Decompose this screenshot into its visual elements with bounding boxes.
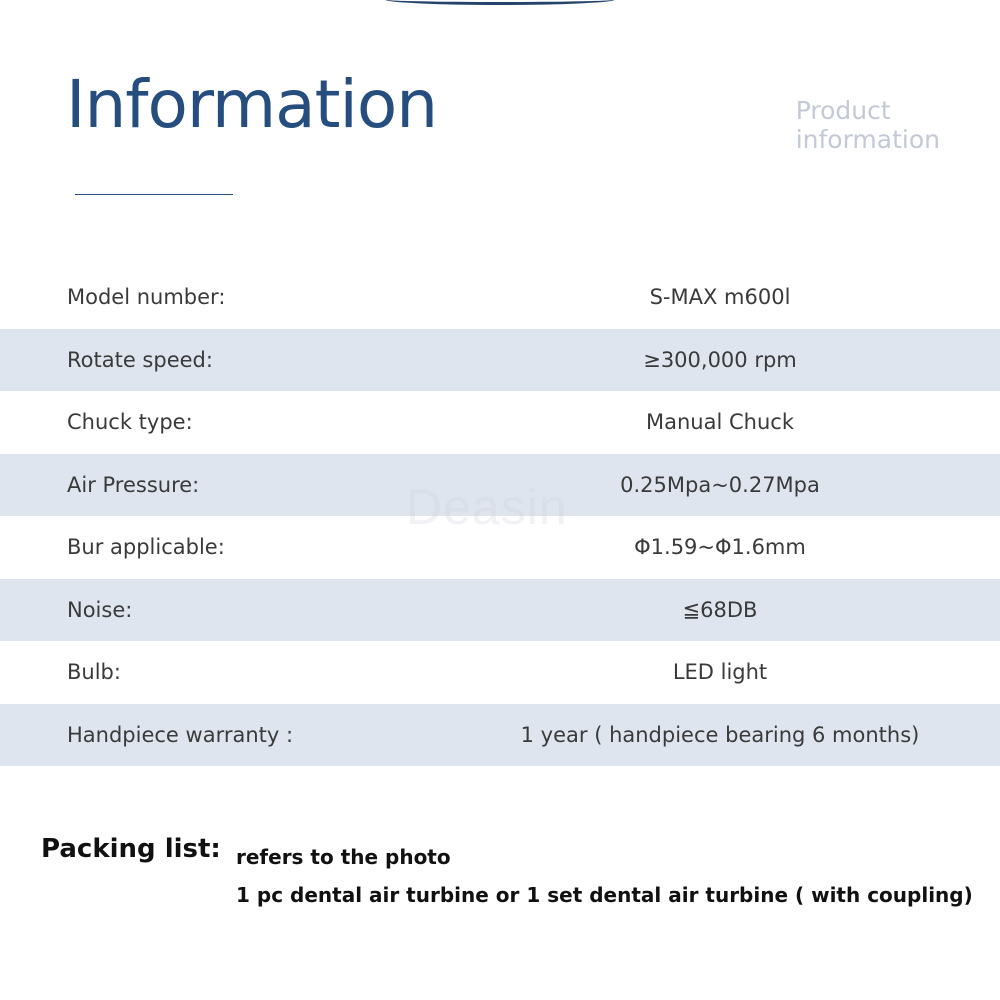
spec-value: 0.25Mpa~0.27Mpa <box>620 472 820 497</box>
spec-label: Rotate speed: <box>67 347 213 372</box>
top-decorative-arc <box>385 0 615 5</box>
spec-value: ≦68DB <box>682 597 758 622</box>
spec-value: S-MAX m600l <box>649 285 791 310</box>
spec-row-noise <box>0 579 1000 642</box>
subtitle-line-1: Product <box>795 96 891 125</box>
packing-list-label: Packing list: <box>41 834 221 864</box>
spec-value: ≥300,000 rpm <box>643 347 797 372</box>
spec-label: Noise: <box>67 597 133 622</box>
title-underline <box>75 194 233 195</box>
spec-row-chuck <box>0 391 1000 454</box>
page-title: Information <box>66 66 438 143</box>
spec-value: LED light <box>672 660 768 685</box>
spec-label: Handpiece warranty : <box>67 722 294 747</box>
spec-row-speed <box>0 329 1000 392</box>
spec-row-model <box>0 266 1000 329</box>
spec-label: Bulb: <box>67 660 121 685</box>
spec-label: Air Pressure: <box>67 472 200 497</box>
spec-row-warranty <box>0 704 1000 767</box>
packing-list-items <box>236 838 973 914</box>
subtitle-line-2: information <box>795 125 940 154</box>
spec-value: 1 year ( handpiece bearing 6 months) <box>520 722 920 747</box>
packing-item: 1 pc dental air turbine or 1 set dental air turbine ( with coupling) <box>236 883 973 907</box>
brand-watermark: Deasin <box>406 479 568 535</box>
spec-label: Chuck type: <box>67 410 193 435</box>
spec-value: Manual Chuck <box>646 410 794 435</box>
spec-label: Bur applicable: <box>67 535 225 560</box>
page-subtitle <box>796 96 940 154</box>
spec-value: Φ1.59~Φ1.6mm <box>634 535 806 560</box>
packing-item: refers to the photo <box>236 845 451 869</box>
spec-row-bulb <box>0 641 1000 704</box>
spec-label: Model number: <box>67 285 226 310</box>
